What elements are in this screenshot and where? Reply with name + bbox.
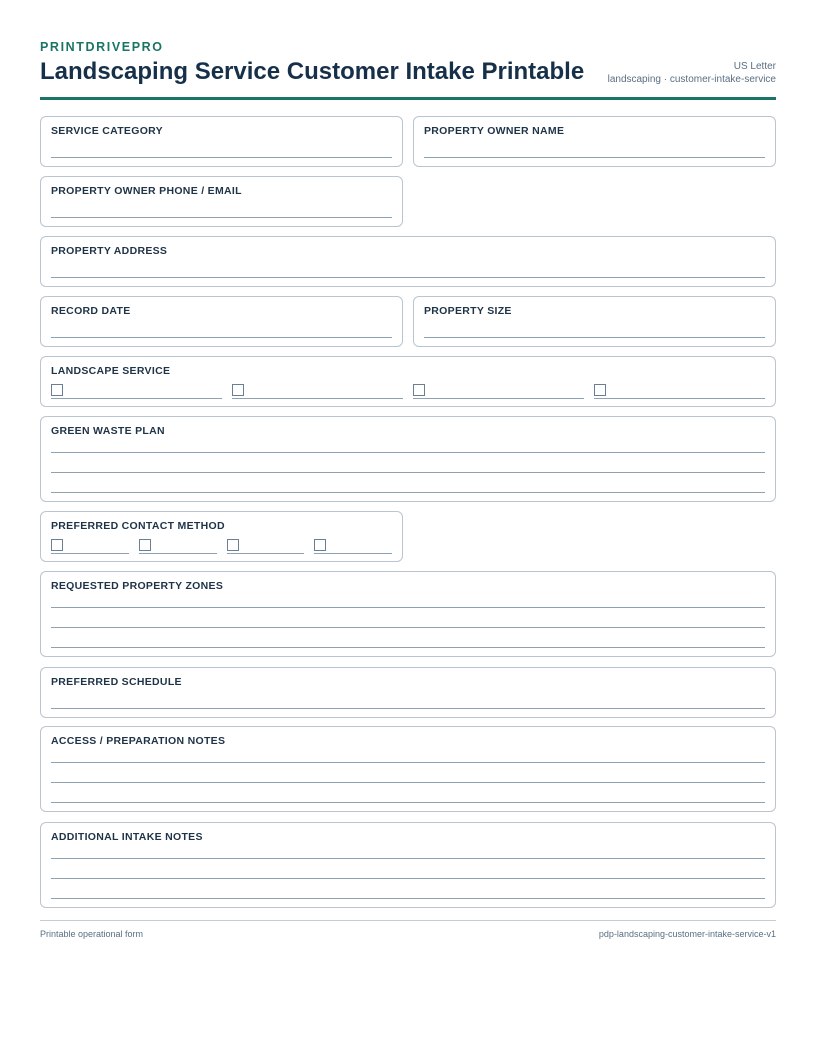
option-line[interactable] — [594, 384, 765, 399]
option-line[interactable] — [413, 384, 584, 399]
write-in-line[interactable] — [51, 647, 765, 648]
option-line[interactable] — [51, 539, 129, 554]
requested-property-zones-field[interactable] — [40, 571, 776, 657]
checkbox-icon[interactable] — [227, 539, 239, 551]
brand-name: PRINTDRIVEPRO — [40, 40, 164, 54]
write-in-line[interactable] — [51, 337, 392, 338]
write-in-line[interactable] — [51, 277, 765, 278]
write-in-line[interactable] — [51, 217, 392, 218]
field-label: ACCESS / PREPARATION NOTES — [51, 735, 226, 747]
owner-phone-email-field[interactable] — [40, 176, 403, 227]
field-label: SERVICE CATEGORY — [51, 125, 163, 137]
preferred-contact-method-field — [40, 511, 403, 562]
additional-intake-notes-field[interactable] — [40, 822, 776, 908]
property-owner-name-field[interactable] — [413, 116, 776, 167]
write-in-line[interactable] — [51, 472, 765, 473]
checkbox-icon[interactable] — [413, 384, 425, 396]
field-label: PROPERTY ADDRESS — [51, 245, 168, 257]
green-waste-plan-field[interactable] — [40, 416, 776, 502]
document-tags: landscaping · customer-intake-service — [607, 74, 776, 85]
field-label: GREEN WASTE PLAN — [51, 425, 165, 437]
property-size-field[interactable] — [413, 296, 776, 347]
checkbox-icon[interactable] — [51, 539, 63, 551]
footer-left-text: Printable operational form — [40, 929, 144, 939]
page-title: Landscaping Service Customer Intake Printable — [40, 58, 585, 85]
field-label: LANDSCAPE SERVICE — [51, 365, 171, 377]
write-in-line[interactable] — [51, 858, 765, 859]
checkbox-options — [51, 384, 765, 399]
write-in-line[interactable] — [51, 762, 765, 763]
checkbox-icon[interactable] — [314, 539, 326, 551]
field-label: ADDITIONAL INTAKE NOTES — [51, 831, 203, 843]
field-label: PROPERTY SIZE — [424, 305, 512, 317]
landscape-service-field — [40, 356, 776, 407]
option-line[interactable] — [227, 539, 305, 554]
footer-divider — [40, 920, 776, 921]
write-in-line[interactable] — [51, 898, 765, 899]
document-meta — [608, 60, 776, 86]
record-date-field[interactable] — [40, 296, 403, 347]
field-label: PROPERTY OWNER NAME — [424, 125, 565, 137]
option-line[interactable] — [139, 539, 217, 554]
write-in-line[interactable] — [51, 782, 765, 783]
field-label: PROPERTY OWNER PHONE / EMAIL — [51, 185, 242, 197]
checkbox-icon[interactable] — [51, 384, 63, 396]
checkbox-icon[interactable] — [594, 384, 606, 396]
write-in-line[interactable] — [424, 337, 765, 338]
option-line[interactable] — [51, 384, 222, 399]
paper-size: US Letter — [733, 61, 776, 72]
write-in-line[interactable] — [51, 627, 765, 628]
write-in-line[interactable] — [51, 802, 765, 803]
property-address-field[interactable] — [40, 236, 776, 287]
option-line[interactable] — [314, 539, 392, 554]
access-preparation-notes-field[interactable] — [40, 726, 776, 812]
write-in-line[interactable] — [51, 708, 765, 709]
option-line[interactable] — [232, 384, 403, 399]
write-in-line[interactable] — [51, 492, 765, 493]
header-divider — [40, 97, 776, 100]
field-label: PREFERRED SCHEDULE — [51, 676, 182, 688]
write-in-line[interactable] — [424, 157, 765, 158]
write-in-line[interactable] — [51, 452, 765, 453]
field-label: REQUESTED PROPERTY ZONES — [51, 580, 224, 592]
preferred-schedule-field[interactable] — [40, 667, 776, 718]
field-label: RECORD DATE — [51, 305, 131, 317]
service-category-field[interactable] — [40, 116, 403, 167]
write-in-line[interactable] — [51, 607, 765, 608]
write-in-line[interactable] — [51, 878, 765, 879]
checkbox-options — [51, 539, 392, 554]
checkbox-icon[interactable] — [139, 539, 151, 551]
field-label: PREFERRED CONTACT METHOD — [51, 520, 225, 532]
write-in-line[interactable] — [51, 157, 392, 158]
footer-form-id: pdp-landscaping-customer-intake-service-v1 — [598, 929, 776, 939]
checkbox-icon[interactable] — [232, 384, 244, 396]
